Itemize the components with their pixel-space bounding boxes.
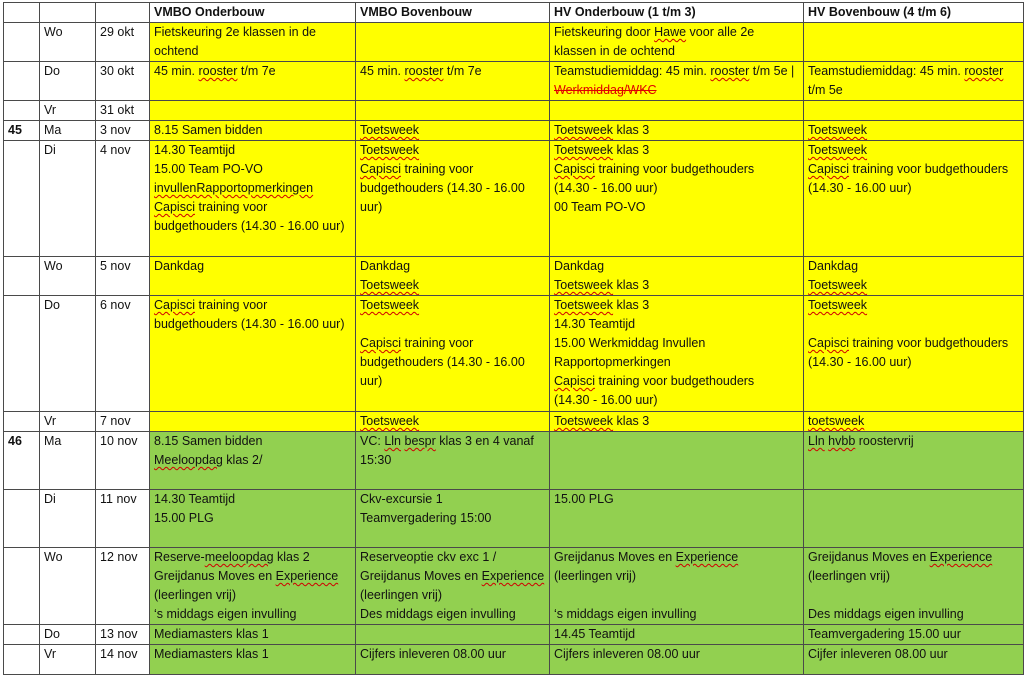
- header-vmbo-onderbouw: VMBO Onderbouw: [150, 3, 356, 23]
- hv-bovenbouw-cell: [804, 257, 1024, 296]
- vmbo-onderbouw-cell: [150, 23, 356, 62]
- cell-line: Teamvergadering 15.00 uur: [808, 627, 961, 641]
- date-cell: 30 okt: [96, 62, 150, 101]
- cell-line: Toetsweek: [360, 298, 420, 312]
- header-vmbo-bovenbouw: VMBO Bovenbouw: [356, 3, 550, 23]
- day-cell: Wo: [40, 23, 96, 62]
- cell-line: 14.30 Teamtijd: [154, 143, 236, 157]
- vmbo-onderbouw-cell: [150, 645, 356, 675]
- cell-line: invullenRapportopmerkingen: [154, 181, 314, 195]
- header-week: [4, 3, 40, 23]
- date-cell: 11 nov: [96, 490, 150, 548]
- cell-line: Greijdanus Moves en Experience (leerlingen vrij): [808, 550, 993, 583]
- day-cell: Wo: [40, 548, 96, 625]
- cell-line: 8.15 Samen bidden: [154, 434, 263, 448]
- vmbo-bovenbouw-cell: [356, 62, 550, 101]
- cell-line: Teamstudiemiddag: 45 min. rooster t/m 5e | Werkmiddag/WKC: [554, 64, 795, 97]
- cell-line: Reserveoptie ckv exc 1 /: [360, 550, 497, 564]
- cell-line: Toetsweek klas 3: [554, 278, 650, 292]
- cell-line: Capisci training voor budgethouders (14.30 - 16.00 uur): [154, 298, 345, 331]
- table-row: [4, 101, 1024, 121]
- cell-line: Toetsweek: [808, 298, 868, 312]
- table-row: [4, 645, 1024, 675]
- header-hv-bovenbouw: HV Bovenbouw (4 t/m 6): [804, 3, 1024, 23]
- vmbo-bovenbouw-cell: [356, 432, 550, 490]
- cell-line: 00 Team PO-VO: [554, 200, 646, 214]
- cell-line: (leerlingen vrij): [554, 569, 636, 583]
- week-cell: [4, 62, 40, 101]
- table-row: [4, 490, 1024, 548]
- vmbo-onderbouw-cell: [150, 432, 356, 490]
- cell-line: Ckv-excursie 1: [360, 492, 443, 506]
- week-cell: [4, 23, 40, 62]
- cell-line: 15.00 Team PO-VO: [154, 162, 263, 176]
- header-hv-onderbouw: HV Onderbouw (1 t/m 3): [550, 3, 804, 23]
- cell-line: Cijfers inleveren 08.00 uur: [554, 647, 700, 661]
- hv-bovenbouw-cell: [804, 62, 1024, 101]
- cell-line: Toetsweek: [808, 143, 868, 157]
- cell-line: toetsweek: [808, 414, 865, 428]
- hv-onderbouw-cell: [550, 412, 804, 432]
- vmbo-onderbouw-cell: [150, 625, 356, 645]
- strikethrough-text: Werkmiddag/WKC: [554, 83, 657, 97]
- day-cell: Vr: [40, 645, 96, 675]
- cell-line: Teamstudiemiddag: 45 min. rooster t/m 5e: [808, 64, 1004, 97]
- date-cell: 12 nov: [96, 548, 150, 625]
- cell-line: Teamvergadering 15:00: [360, 511, 492, 525]
- table-row: [4, 432, 1024, 490]
- vmbo-bovenbouw-cell: [356, 645, 550, 675]
- vmbo-bovenbouw-cell: [356, 412, 550, 432]
- hv-onderbouw-cell: [550, 625, 804, 645]
- day-cell: Vr: [40, 101, 96, 121]
- cell-line: Lln hvbb roostervrij: [808, 434, 914, 448]
- cell-line: 45 min. rooster t/m 7e: [154, 64, 276, 78]
- hv-bovenbouw-cell: [804, 23, 1024, 62]
- day-cell: Ma: [40, 432, 96, 490]
- cell-line: 15.00 Werkmiddag Invullen: [554, 336, 706, 350]
- schedule-table: [3, 2, 1024, 675]
- table-row: [4, 412, 1024, 432]
- header-day: [40, 3, 96, 23]
- hv-onderbouw-cell: [550, 432, 804, 490]
- cell-line: Toetsweek: [360, 278, 420, 292]
- hv-onderbouw-cell: [550, 62, 804, 101]
- cell-line: Cijfers inleveren 08.00 uur: [360, 647, 506, 661]
- cell-line: [554, 586, 799, 605]
- vmbo-onderbouw-cell: [150, 257, 356, 296]
- day-cell: Wo: [40, 257, 96, 296]
- hv-bovenbouw-cell: [804, 645, 1024, 675]
- vmbo-onderbouw-cell: [150, 296, 356, 412]
- cell-line: Fietskeuring door Hawe voor alle 2e klassen in de ochtend: [554, 25, 755, 58]
- cell-line: Capisci training voor budgethouders (14.30 - 16.00 uur): [360, 162, 525, 214]
- hv-bovenbouw-cell: [804, 101, 1024, 121]
- week-cell: [4, 101, 40, 121]
- cell-line: 15.00 PLG: [554, 492, 614, 506]
- hv-bovenbouw-cell: [804, 412, 1024, 432]
- cell-line: Meeloopdag klas 2/: [154, 453, 263, 467]
- hv-onderbouw-cell: [550, 296, 804, 412]
- hv-bovenbouw-cell: [804, 625, 1024, 645]
- vmbo-bovenbouw-cell: [356, 548, 550, 625]
- hv-bovenbouw-cell: [804, 490, 1024, 548]
- cell-line: Toetsweek: [360, 414, 420, 428]
- vmbo-bovenbouw-cell: [356, 141, 550, 257]
- cell-line: Dankdag: [154, 259, 205, 273]
- day-cell: Ma: [40, 121, 96, 141]
- day-cell: Do: [40, 296, 96, 412]
- date-cell: 31 okt: [96, 101, 150, 121]
- cell-line: [808, 315, 1019, 334]
- vmbo-bovenbouw-cell: [356, 101, 550, 121]
- cell-line: Mediamasters klas 1: [154, 627, 269, 641]
- table-row: [4, 296, 1024, 412]
- day-cell: Di: [40, 490, 96, 548]
- cell-line: Toetsweek klas 3: [554, 123, 650, 137]
- vmbo-bovenbouw-cell: [356, 257, 550, 296]
- cell-line: 14.45 Teamtijd: [554, 627, 636, 641]
- week-cell: [4, 257, 40, 296]
- week-cell: [4, 548, 40, 625]
- cell-line: Dankdag: [554, 259, 605, 273]
- hv-onderbouw-cell: [550, 101, 804, 121]
- table-row: [4, 548, 1024, 625]
- week-cell: 46: [4, 432, 40, 490]
- cell-line: Capisci training voor budgethouders: [554, 374, 755, 388]
- hv-onderbouw-cell: [550, 645, 804, 675]
- cell-line: [808, 586, 1019, 605]
- cell-line: ‘s middags eigen invulling: [554, 607, 697, 621]
- header-date: [96, 3, 150, 23]
- date-cell: 13 nov: [96, 625, 150, 645]
- week-cell: 45: [4, 121, 40, 141]
- cell-line: Greijdanus Moves en Experience (leerlingen vrij): [154, 569, 339, 602]
- vmbo-bovenbouw-cell: [356, 490, 550, 548]
- table-row: [4, 141, 1024, 257]
- date-cell: 7 nov: [96, 412, 150, 432]
- hv-onderbouw-cell: [550, 141, 804, 257]
- hv-bovenbouw-cell: [804, 432, 1024, 490]
- hv-onderbouw-cell: [550, 490, 804, 548]
- hv-bovenbouw-cell: [804, 121, 1024, 141]
- cell-line: Dankdag: [360, 259, 411, 273]
- date-cell: 3 nov: [96, 121, 150, 141]
- vmbo-onderbouw-cell: [150, 101, 356, 121]
- week-cell: [4, 412, 40, 432]
- date-cell: 29 okt: [96, 23, 150, 62]
- vmbo-onderbouw-cell: [150, 141, 356, 257]
- cell-line: Reserve-meeloopdag klas 2: [154, 550, 310, 564]
- vmbo-bovenbouw-cell: [356, 121, 550, 141]
- hv-bovenbouw-cell: [804, 141, 1024, 257]
- cell-line: Greijdanus Moves en Experience (leerlingen vrij): [360, 569, 545, 602]
- cell-line: Cijfer inleveren 08.00 uur: [808, 647, 948, 661]
- week-cell: [4, 645, 40, 675]
- cell-line: Greijdanus Moves en Experience: [554, 550, 739, 564]
- cell-line: Capisci training voor budgethouders (14.30 - 16.00 uur): [360, 336, 525, 388]
- week-cell: [4, 296, 40, 412]
- cell-line: Toetsweek klas 3: [554, 298, 650, 312]
- week-cell: [4, 141, 40, 257]
- date-cell: 10 nov: [96, 432, 150, 490]
- cell-line: Capisci training voor budgethouders (14.30 - 16.00 uur): [808, 162, 1009, 195]
- vmbo-bovenbouw-cell: [356, 625, 550, 645]
- cell-line: Toetsweek klas 3: [554, 414, 650, 428]
- table-row: [4, 121, 1024, 141]
- header-row: [4, 3, 1024, 23]
- hv-onderbouw-cell: [550, 548, 804, 625]
- week-cell: [4, 490, 40, 548]
- cell-line: Capisci training voor budgethouders: [554, 162, 755, 176]
- cell-line: Toetsweek klas 3: [554, 143, 650, 157]
- table-row: [4, 23, 1024, 62]
- hv-bovenbouw-cell: [804, 548, 1024, 625]
- date-cell: 6 nov: [96, 296, 150, 412]
- cell-line: Des middags eigen invulling: [808, 607, 964, 621]
- cell-line: [360, 315, 545, 334]
- vmbo-onderbouw-cell: [150, 121, 356, 141]
- vmbo-onderbouw-cell: [150, 62, 356, 101]
- date-cell: 14 nov: [96, 645, 150, 675]
- day-cell: Do: [40, 625, 96, 645]
- vmbo-onderbouw-cell: [150, 490, 356, 548]
- date-cell: 4 nov: [96, 141, 150, 257]
- vmbo-bovenbouw-cell: [356, 23, 550, 62]
- cell-line: Mediamasters klas 1: [154, 647, 269, 661]
- hv-onderbouw-cell: [550, 121, 804, 141]
- cell-line: Capisci training voor budgethouders (14.30 - 16.00 uur): [154, 200, 345, 233]
- cell-line: Toetsweek: [360, 123, 420, 137]
- week-cell: [4, 625, 40, 645]
- cell-line: Capisci training voor budgethouders (14.30 - 16.00 uur): [808, 336, 1009, 369]
- cell-line: 45 min. rooster t/m 7e: [360, 64, 482, 78]
- day-cell: Vr: [40, 412, 96, 432]
- cell-line: 14.30 Teamtijd: [554, 317, 636, 331]
- cell-line: 15.00 PLG: [154, 511, 214, 525]
- day-cell: Di: [40, 141, 96, 257]
- cell-line: VC: Lln bespr klas 3 en 4 vanaf 15:30: [360, 434, 534, 467]
- cell-line: 14.30 Teamtijd: [154, 492, 236, 506]
- cell-line: ‘s middags eigen invulling: [154, 607, 297, 621]
- hv-bovenbouw-cell: [804, 296, 1024, 412]
- cell-line: Rapportopmerkingen: [554, 355, 671, 369]
- cell-line: (14.30 - 16.00 uur): [554, 181, 658, 195]
- cell-line: Fietskeuring 2e klassen in de ochtend: [154, 25, 316, 58]
- cell-line: Toetsweek: [808, 123, 868, 137]
- vmbo-bovenbouw-cell: [356, 296, 550, 412]
- hv-onderbouw-cell: [550, 23, 804, 62]
- cell-line: (14.30 - 16.00 uur): [554, 393, 658, 407]
- day-cell: Do: [40, 62, 96, 101]
- table-row: [4, 62, 1024, 101]
- cell-line: 8.15 Samen bidden: [154, 123, 263, 137]
- table-row: [4, 625, 1024, 645]
- cell-line: Dankdag: [808, 259, 859, 273]
- cell-line: Toetsweek: [360, 143, 420, 157]
- hv-onderbouw-cell: [550, 257, 804, 296]
- cell-line: Des middags eigen invulling: [360, 607, 516, 621]
- vmbo-onderbouw-cell: [150, 548, 356, 625]
- cell-line: Toetsweek: [808, 278, 868, 292]
- vmbo-onderbouw-cell: [150, 412, 356, 432]
- table-row: [4, 257, 1024, 296]
- date-cell: 5 nov: [96, 257, 150, 296]
